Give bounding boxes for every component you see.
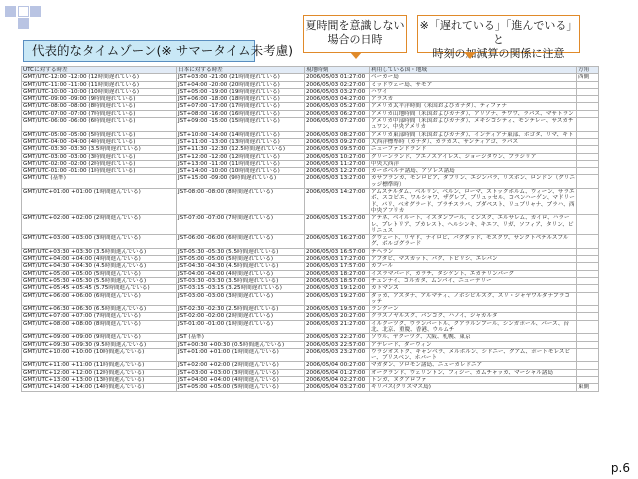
header-utc-offset: UTCに対する時差 (22, 67, 177, 74)
cell-utc-offset: GMT/UTC+05:45 +05:45 (5.75時間進んでいる) (22, 285, 177, 292)
cell-direction (577, 263, 599, 270)
cell-utc-offset: GMT/UTC+11:00 +11:00 (11時間進んでいる) (22, 362, 177, 369)
cell-jst-offset: JST+03:00 +03:00 (3時間進んでいる) (177, 369, 305, 376)
table-row (22, 377, 599, 384)
cell-direction (577, 103, 599, 110)
cell-direction (577, 215, 599, 235)
cell-jst-offset: JST+08:00 -16:00 (16時間遅れている) (177, 110, 305, 117)
cell-direction (577, 189, 599, 215)
page-number: p.6 (610, 461, 630, 475)
cell-jst-offset: JST-06:00 -06:00 (6時間遅れている) (177, 235, 305, 249)
cell-local-time: 2006/05/03 18:27:00 (305, 270, 370, 277)
table-row (22, 189, 599, 215)
cell-direction: 東側 (577, 384, 599, 391)
table-row (22, 160, 599, 167)
cell-regions: カトマンズ (370, 285, 577, 292)
cell-utc-offset: GMT/UTC+05:00 +05:00 (5時間進んでいる) (22, 270, 177, 277)
cell-regions: ウラジオストク、キャンベラ、メルボルン、シドニー、グアム、ポートモレスビー、ブリスベン、ホバート (370, 348, 577, 362)
cell-direction (577, 313, 599, 320)
cell-jst-offset: JST+11:30 -12:30 (12.5時間遅れている) (177, 146, 305, 153)
cell-direction (577, 110, 599, 117)
table-row (22, 334, 599, 341)
cell-utc-offset: GMT/UTC+03:30 +03:30 (3.5時間進んでいる) (22, 248, 177, 255)
cell-direction (577, 235, 599, 249)
cell-jst-offset: JST+01:00 +01:00 (1時間進んでいる) (177, 348, 305, 362)
cell-utc-offset: GMT/UTC-02:00 -02:00 (2時間遅れている) (22, 160, 177, 167)
cell-direction (577, 96, 599, 103)
cell-jst-offset: JST+12:00 -12:00 (12時間遅れている) (177, 153, 305, 160)
cell-jst-offset: JST+04:00 -20:00 (20時間遅れている) (177, 81, 305, 88)
cell-direction (577, 292, 599, 306)
cell-regions: ミッドウェー島、サモア (370, 81, 577, 88)
cell-jst-offset: JST-07:00 -07:00 (7時間遅れている) (177, 215, 305, 235)
table-row (22, 306, 599, 313)
cell-regions: ニューファンドランド (370, 146, 577, 153)
cell-direction (577, 146, 599, 153)
cell-local-time: 2006/05/03 09:57:00 (305, 146, 370, 153)
cell-jst-offset: JST-04:00 -04:00 (4時間遅れている) (177, 270, 305, 277)
cell-regions: キリバス(クリスマス島) (370, 384, 577, 391)
cell-local-time: 2006/05/03 11:27:00 (305, 160, 370, 167)
cell-regions: オークランド、ウェリントン、フィジー、カムチャッカ、マーシャル諸島 (370, 369, 577, 376)
cell-local-time: 2006/05/03 13:27:00 (305, 175, 370, 189)
cell-utc-offset: GMT/UTC-07:00 -07:00 (7時間遅れている) (22, 110, 177, 117)
cell-jst-offset: JST+15:00 -09:00 (9時間遅れている) (177, 175, 305, 189)
cell-jst-offset: JST-08:00 -08:00 (8時間遅れている) (177, 189, 305, 215)
cell-utc-offset: GMT/UTC-12:00 -12:00 (12時間遅れている) (22, 74, 177, 81)
cell-utc-offset: GMT/UTC-11:00 -11:00 (11時間遅れている) (22, 81, 177, 88)
cell-local-time: 2006/05/03 16:27:00 (305, 235, 370, 249)
cell-regions: カーボベルデ諸島、アゾレス諸島 (370, 168, 577, 175)
cell-regions: アムステルダム、ベルリン、ベルン、ローマ、ストックホルム、ウィーン、サラエボ、スコピエ、ワルシャワ、ザグレブ、ブリュッセル、コペンハーゲン、マドリード、パリ、ベオグラード、ブラチスラバ、ブダペスト、リュブリャナ、プラハ、西中央アフリカ (371, 189, 575, 214)
cell-utc-offset: GMT/UTC+02:00 +02:00 (2時間進んでいる) (22, 215, 177, 235)
table-row (22, 263, 599, 270)
cell-local-time: 2006/05/03 14:27:00 (305, 189, 370, 215)
cell-utc-offset: GMT/UTC+06:00 +06:00 (6時間進んでいる) (22, 292, 177, 306)
cell-direction (577, 306, 599, 313)
table-row (22, 248, 599, 255)
cell-local-time: 2006/05/03 20:27:00 (305, 313, 370, 320)
table-row (22, 153, 599, 160)
cell-regions: クラスノヤルスク、バンコク、ハノイ、ジャカルタ (370, 313, 577, 320)
table-body (22, 74, 599, 391)
cell-local-time: 2006/05/03 16:57:00 (305, 248, 370, 255)
cell-regions: カサブランカ、モンロビア、ダブリン、エジンバラ、リスボン、ロンドン（グリニッジ標準時） (371, 175, 575, 188)
cell-direction (577, 153, 599, 160)
cell-jst-offset: JST+10:00 -14:00 (14時間遅れている) (177, 131, 305, 138)
cell-jst-offset: JST+04:00 +04:00 (4時間進んでいる) (177, 377, 305, 384)
cell-jst-offset: JST-04:30 -04:30 (4.5時間遅れている) (177, 263, 305, 270)
cell-local-time: 2006/05/03 17:27:00 (305, 256, 370, 263)
header-regions: 利用している国・地域 (370, 67, 577, 74)
decor-square (30, 6, 41, 17)
cell-local-time: 2006/05/03 05:27:00 (305, 103, 370, 110)
cell-regions: 大西洋標準時（カナダ）、カラカス、サンティアゴ、ラパス (370, 138, 577, 145)
cell-direction (577, 377, 599, 384)
cell-direction (577, 160, 599, 167)
cell-regions: アメリカ山地時間（米国およびカナダ）、アリゾナ、チワワ、ラパス、マサトラン (370, 110, 577, 117)
cell-jst-offset: JST+07:00 -17:00 (17時間遅れている) (177, 103, 305, 110)
cell-local-time: 2006/05/03 19:57:00 (305, 306, 370, 313)
cell-regions: ベーカー島 (370, 74, 577, 81)
cell-direction (577, 131, 599, 138)
cell-direction (577, 369, 599, 376)
cell-utc-offset: GMT/UTC+07:00 +07:00 (7時間進んでいる) (22, 313, 177, 320)
cell-local-time: 2006/05/03 19:12:00 (305, 285, 370, 292)
table-row (22, 146, 599, 153)
cell-direction (577, 256, 599, 263)
cell-jst-offset: JST-05:00 -05:00 (5時間遅れている) (177, 256, 305, 263)
cell-regions: アメリカ中部時間（米国およびカナダ）、メキシコシティ、モンテレー、サスカチュワン、中央アメリカ (370, 118, 577, 132)
cell-regions: グリーンランド、ブエノスアイレス、ジョージタウン、ブラジリア (370, 153, 577, 160)
cell-regions: ダッカ、アスタナ、アルマティ、ノボシビルスク、スリ・ジャヤワルダナプラコッテ (370, 292, 577, 306)
cell-utc-offset: GMT/UTC+09:00 +09:00 (9時間進んでいる) (22, 334, 177, 341)
cell-jst-offset: JST-03:00 -03:00 (3時間遅れている) (177, 292, 305, 306)
table-row (22, 81, 599, 88)
table-row (22, 285, 599, 292)
cell-local-time: 2006/05/04 00:27:00 (305, 362, 370, 369)
cell-regions: トンガ、ヌクアロファ (370, 377, 577, 384)
cell-local-time: 2006/05/03 23:27:00 (305, 348, 370, 362)
cell-local-time: 2006/05/03 03:27:00 (305, 88, 370, 95)
decor-square (18, 18, 29, 29)
cell-regions: カブール (370, 263, 577, 270)
cell-utc-offset: GMT/UTC+09:30 +09:30 (9.5時間進んでいる) (22, 341, 177, 348)
cell-regions: アメリカ東部時間（米国およびカナダ）、インディアナ東部、ボゴタ、リマ、キト (370, 131, 577, 138)
cell-local-time: 2006/05/03 12:27:00 (305, 168, 370, 175)
cell-local-time: 2006/05/03 02:27:00 (305, 81, 370, 88)
dst-callout-text: 夏時間を意識しない 場合の日時 (305, 19, 405, 46)
cell-jst-offset: JST-02:30 -02:30 (2.5時間遅れている) (177, 306, 305, 313)
cell-local-time: 2006/05/03 19:27:00 (305, 292, 370, 306)
cell-jst-offset: JST-03:30 -03:30 (3.5時間遅れている) (177, 277, 305, 284)
cell-utc-offset: GMT/UTC-10:00 -10:00 (10時間遅れている) (22, 88, 177, 95)
cell-utc-offset: GMT/UTC (基準) (22, 175, 177, 189)
table-row (22, 362, 599, 369)
cell-local-time: 2006/05/03 22:57:00 (305, 341, 370, 348)
table-row (22, 118, 599, 132)
cell-regions: クウェート、リヤド、ナイロビ、バグダッド、モスクワ、サンクトペテルスブルグ、ボルゴグラード (370, 235, 577, 249)
cell-utc-offset: GMT/UTC-01:00 -01:00 (1時間遅れている) (22, 168, 177, 175)
cell-utc-offset: GMT/UTC+06:30 +06:30 (6.5時間進んでいる) (22, 306, 177, 313)
cell-local-time: 2006/05/04 01:27:00 (305, 369, 370, 376)
header-local-time: 現地時刻 (305, 67, 370, 74)
cell-utc-offset: GMT/UTC-05:00 -05:00 (5時間遅れている) (22, 131, 177, 138)
cell-direction (577, 248, 599, 255)
cell-local-time: 2006/05/03 15:27:00 (305, 215, 370, 235)
cell-jst-offset: JST (基準) (177, 334, 305, 341)
cell-regions: イスラマバード、カラチ、タシケント、エカテリンバーグ (370, 270, 577, 277)
cell-utc-offset: GMT/UTC-06:00 -06:00 (6時間遅れている) (22, 118, 177, 132)
table-row (22, 292, 599, 306)
cell-jst-offset: JST-02:00 -02:00 (2時間遅れている) (177, 313, 305, 320)
cell-regions: アデレード、ダーウィン (370, 341, 577, 348)
cell-regions: アラスカ (370, 96, 577, 103)
header-direction: 方角 (577, 67, 599, 74)
cell-direction (577, 334, 599, 341)
cell-utc-offset: GMT/UTC+08:00 +08:00 (8時間進んでいる) (22, 320, 177, 334)
dst-callout (303, 15, 407, 53)
cell-utc-offset: GMT/UTC+03:00 +03:00 (3時間進んでいる) (22, 235, 177, 249)
cell-direction: 西側 (577, 74, 599, 81)
cell-local-time: 2006/05/04 02:27:00 (305, 377, 370, 384)
cell-local-time: 2006/05/03 01:27:00 (305, 74, 370, 81)
cell-regions: 中央大西洋 (370, 160, 577, 167)
cell-utc-offset: GMT/UTC-03:00 -03:00 (3時間遅れている) (22, 153, 177, 160)
table-row (22, 215, 599, 235)
cell-regions: イルクーツク、ウランバートル、クアラルンプール、シンガポール、パース、台北、北京、重慶、香港、ウルムチ (370, 320, 577, 334)
cell-jst-offset: JST+00:30 +00:30 (0.5時間進んでいる) (177, 341, 305, 348)
table-row (22, 270, 599, 277)
cell-jst-offset: JST-03:15 -03:15 (3.25時間遅れている) (177, 285, 305, 292)
cell-direction (577, 285, 599, 292)
table-row (22, 235, 599, 249)
cell-jst-offset: JST+02:00 +02:00 (2時間進んでいる) (177, 362, 305, 369)
cell-utc-offset: GMT/UTC+13:00 +13:00 (13時間進んでいる) (22, 377, 177, 384)
cell-direction (577, 168, 599, 175)
table-row (22, 110, 599, 117)
relation-callout-text: ※「遅れている」「進んでいる」と 時刻の加減算の関係に注意 (419, 19, 578, 60)
cell-direction (577, 277, 599, 284)
cell-local-time: 2006/05/03 10:27:00 (305, 153, 370, 160)
cell-utc-offset: GMT/UTC-09:00 -09:00 (9時間遅れている) (22, 96, 177, 103)
table-row (22, 88, 599, 95)
cell-utc-offset: GMT/UTC+10:00 +10:00 (10時間進んでいる) (22, 348, 177, 362)
cell-direction (577, 270, 599, 277)
cell-regions: テヘラン (370, 248, 577, 255)
cell-local-time: 2006/05/03 07:27:00 (305, 118, 370, 132)
table-row (22, 138, 599, 145)
cell-jst-offset: JST+14:00 -10:00 (10時間遅れている) (177, 168, 305, 175)
cell-jst-offset: JST-05:30 -05:30 (5.5時間遅れている) (177, 248, 305, 255)
cell-direction (577, 81, 599, 88)
cell-regions: ハワイ (370, 88, 577, 95)
cell-utc-offset: GMT/UTC+04:00 +04:00 (4時間進んでいる) (22, 256, 177, 263)
table-row (22, 256, 599, 263)
relation-callout (417, 15, 580, 60)
cell-direction (577, 320, 599, 334)
cell-utc-offset: GMT/UTC+04:30 +04:30 (4.5時間進んでいる) (22, 263, 177, 270)
cell-jst-offset: JST+11:00 -13:00 (13時間遅れている) (177, 138, 305, 145)
table-row (22, 313, 599, 320)
cell-jst-offset: JST+09:00 -15:00 (15時間遅れている) (177, 118, 305, 132)
table-row (22, 320, 599, 334)
table-row (22, 369, 599, 376)
cell-jst-offset: JST-01:00 -01:00 (1時間遅れている) (177, 320, 305, 334)
cell-local-time: 2006/05/04 03:27:00 (305, 384, 370, 391)
cell-utc-offset: GMT/UTC-08:00 -08:00 (8時間遅れている) (22, 103, 177, 110)
table-row (22, 175, 599, 189)
table-row (22, 341, 599, 348)
cell-local-time: 2006/05/03 18:57:00 (305, 277, 370, 284)
cell-direction (577, 341, 599, 348)
cell-utc-offset: GMT/UTC-03:30 -03:30 (3.5時間遅れている) (22, 146, 177, 153)
table-row (22, 131, 599, 138)
cell-jst-offset: JST+13:00 -11:00 (11時間遅れている) (177, 160, 305, 167)
cell-direction (577, 348, 599, 362)
cell-local-time: 2006/05/03 17:57:00 (305, 263, 370, 270)
cell-utc-offset: GMT/UTC+05:30 +05:30 (5.5時間進んでいる) (22, 277, 177, 284)
cell-local-time: 2006/05/03 08:27:00 (305, 131, 370, 138)
table-header-row (22, 67, 599, 74)
cell-direction (577, 88, 599, 95)
cell-local-time: 2006/05/03 09:27:00 (305, 138, 370, 145)
cell-utc-offset: GMT/UTC+12:00 +12:00 (12時間進んでいる) (22, 369, 177, 376)
decor-square (18, 6, 29, 17)
header-jst-offset: 日本に対する時差 (177, 67, 305, 74)
slide-title: 代表的なタイムゾーン(※ サマータイム未考慮) (23, 40, 255, 62)
cell-direction (577, 118, 599, 132)
cell-regions: アテネ、ベイルート、イスタンブール、ミンスク、エルサレム、カイロ、ハラーレ、プレトリア、ブカレスト、ヘルシンキ、キエフ、リガ、ソフィア、タリン、ビリニュス (370, 215, 577, 235)
decor-square (5, 6, 16, 17)
cell-jst-offset: JST+05:00 +05:00 (5時間進んでいる) (177, 384, 305, 391)
cell-local-time: 2006/05/03 06:27:00 (305, 110, 370, 117)
cell-jst-offset: JST+03:00 -21:00 (21時間遅れている) (177, 74, 305, 81)
cell-local-time: 2006/05/03 04:27:00 (305, 96, 370, 103)
table-row (22, 277, 599, 284)
table-row (22, 384, 599, 391)
cell-direction (577, 138, 599, 145)
cell-local-time: 2006/05/03 22:27:00 (305, 334, 370, 341)
cell-utc-offset: GMT/UTC+14:00 +14:00 (14時間進んでいる) (22, 384, 177, 391)
cell-regions: アブダビ、マスカット、バク、トビリシ、エレバン (370, 256, 577, 263)
table-row (22, 103, 599, 110)
cell-direction (577, 175, 599, 189)
timezone-table (21, 66, 599, 392)
table-row (22, 168, 599, 175)
cell-regions: マガダン、ソロモン諸島、ニューカレドニア (370, 362, 577, 369)
cell-utc-offset: GMT/UTC+01:00 +01:00 (1時間進んでいる) (22, 189, 177, 215)
cell-regions: チェンナイ、コルカタ、ムンバイ、ニューデリー (370, 277, 577, 284)
cell-utc-offset: GMT/UTC-04:00 -04:00 (4時間遅れている) (22, 138, 177, 145)
cell-jst-offset: JST+06:00 -18:00 (18時間遅れている) (177, 96, 305, 103)
cell-regions: ソウル、ヤクーツク、大阪、札幌、東京 (370, 334, 577, 341)
table-row (22, 96, 599, 103)
cell-regions: ラングーン (370, 306, 577, 313)
cell-local-time: 2006/05/03 21:27:00 (305, 320, 370, 334)
cell-direction (577, 362, 599, 369)
table-row (22, 74, 599, 81)
cell-jst-offset: JST+05:00 -19:00 (19時間遅れている) (177, 88, 305, 95)
table-row (22, 348, 599, 362)
cell-regions: アメリカ太平洋時間（米国およびカナダ）、ティファナ (370, 103, 577, 110)
